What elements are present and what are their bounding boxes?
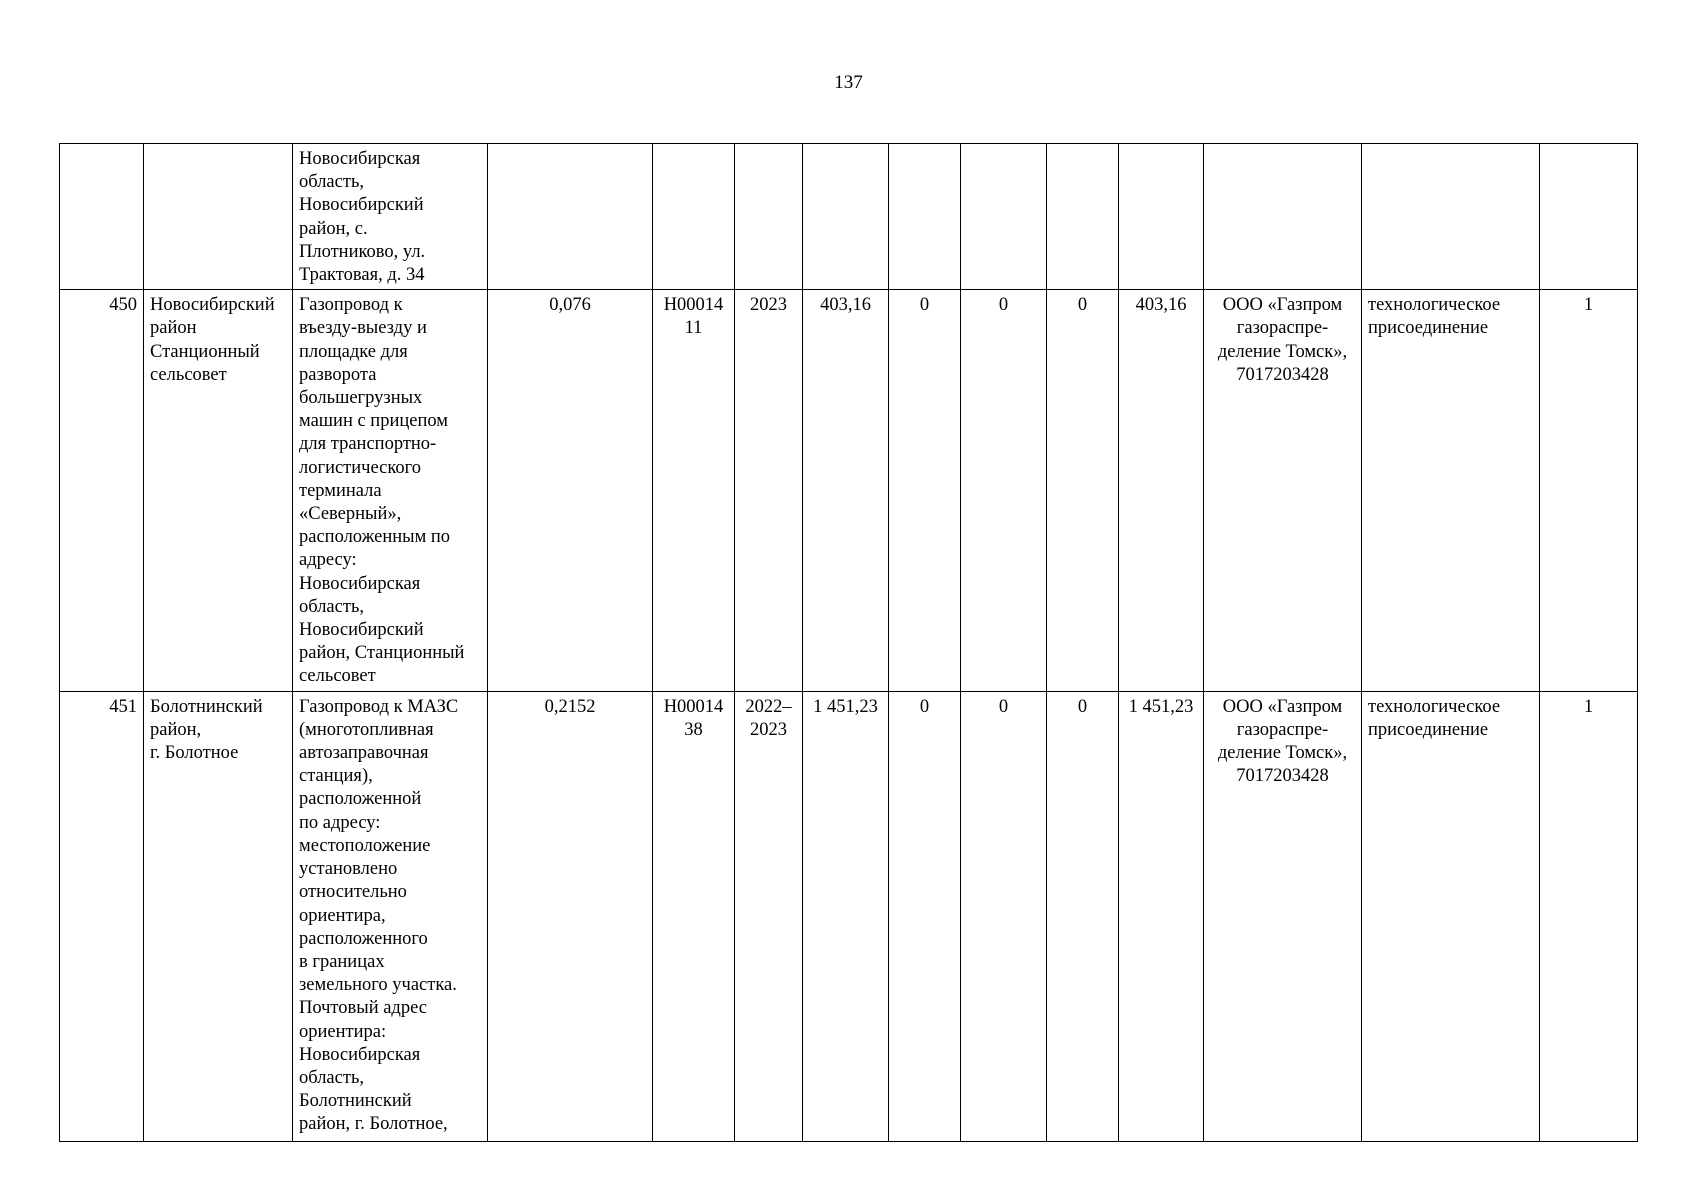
cell-value-3: 0 xyxy=(961,691,1047,1141)
cell-municipality: Болотнинский район, г. Болотное xyxy=(144,691,293,1141)
investment-program-table xyxy=(59,143,1638,1142)
cell-code xyxy=(653,144,735,290)
cell-object: Газопровод к въезду-выезду и площадке для разворота большегрузных машин с прицепом для транспортно- логистического терминала «Северный», расположенным по адресу: Новосибирская область, Новосибирский район, Станционный сельсовет xyxy=(293,290,488,691)
cell-value-2: 0 xyxy=(889,290,961,691)
cell-purpose xyxy=(1362,144,1540,290)
cell-years xyxy=(735,144,803,290)
cell-value-4 xyxy=(1047,144,1119,290)
cell-purpose: технологическое присоединение xyxy=(1362,691,1540,1141)
cell-value-2 xyxy=(889,144,961,290)
cell-length xyxy=(488,144,653,290)
cell-value-5 xyxy=(1119,144,1204,290)
cell-object: Газопровод к МАЗС (многотопливная автозаправочная станция), расположенной по адресу: местоположение установлено относительно ориентира, расположенного в границах земельного участка. Почтовый адрес ориентира: Новосибирская область, Болотнинский район, г. Болотное, xyxy=(293,691,488,1141)
cell-last: 1 xyxy=(1540,290,1638,691)
cell-value-1: 1 451,23 xyxy=(803,691,889,1141)
table-row-continuation xyxy=(60,144,1638,290)
cell-municipality xyxy=(144,144,293,290)
cell-purpose: технологическое присоединение xyxy=(1362,290,1540,691)
cell-value-4: 0 xyxy=(1047,290,1119,691)
cell-num: 450 xyxy=(60,290,144,691)
cell-num xyxy=(60,144,144,290)
cell-last: 1 xyxy=(1540,691,1638,1141)
cell-code: Н00014 38 xyxy=(653,691,735,1141)
cell-value-5: 1 451,23 xyxy=(1119,691,1204,1141)
cell-value-1: 403,16 xyxy=(803,290,889,691)
table-row xyxy=(60,290,1638,691)
cell-length: 0,076 xyxy=(488,290,653,691)
cell-value-2: 0 xyxy=(889,691,961,1141)
cell-value-3: 0 xyxy=(961,290,1047,691)
cell-value-4: 0 xyxy=(1047,691,1119,1141)
cell-value-1 xyxy=(803,144,889,290)
cell-length: 0,2152 xyxy=(488,691,653,1141)
cell-years: 2023 xyxy=(735,290,803,691)
cell-org: ООО «Газпром газораспре- деление Томск», 7017203428 xyxy=(1204,290,1362,691)
cell-code: Н00014 11 xyxy=(653,290,735,691)
cell-value-3 xyxy=(961,144,1047,290)
cell-num: 451 xyxy=(60,691,144,1141)
cell-years: 2022– 2023 xyxy=(735,691,803,1141)
cell-object-address-tail: Новосибирская область, Новосибирский район, с. Плотниково, ул. Трактовая, д. 34 xyxy=(293,144,488,290)
cell-org xyxy=(1204,144,1362,290)
cell-org: ООО «Газпром газораспре- деление Томск», 7017203428 xyxy=(1204,691,1362,1141)
cell-municipality: Новосибирский район Станционный сельсовет xyxy=(144,290,293,691)
table-row xyxy=(60,691,1638,1141)
page-number: 137 xyxy=(834,72,863,93)
cell-value-5: 403,16 xyxy=(1119,290,1204,691)
cell-last xyxy=(1540,144,1638,290)
